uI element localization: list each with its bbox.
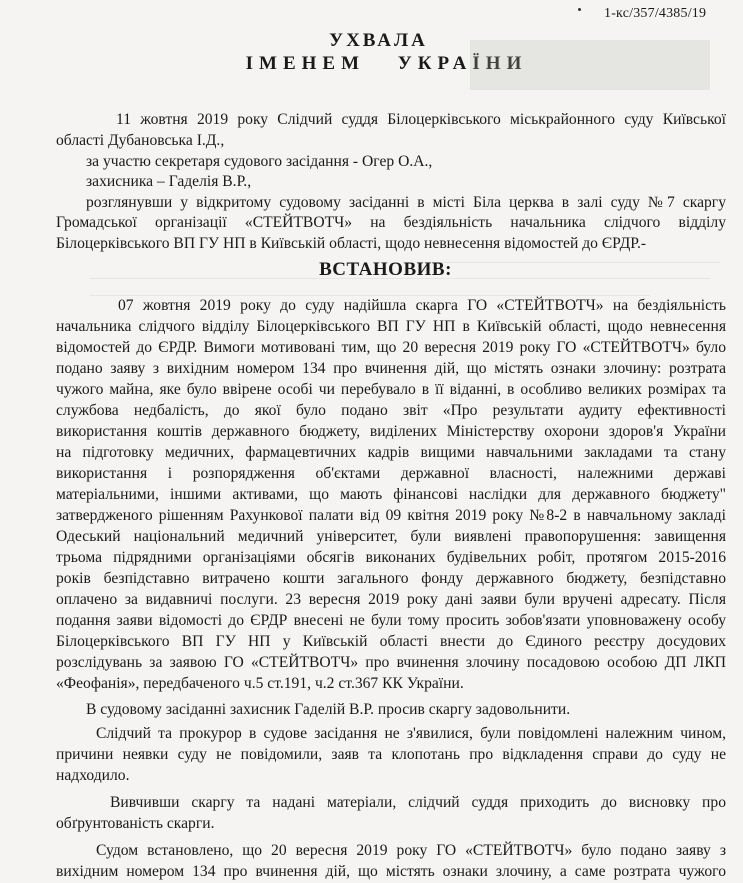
body-line: використання коштів державного бюджету, виділених Міністерству охорони здоров'я України <box>56 423 726 440</box>
body-line: трьома підрядними організаціями обсягів виконаних будівельних робіт, протягом 2015-2016 <box>56 549 726 566</box>
body-line: чужого майна, яке було ввірене особі чи перебувало в її віданні, в особливо великих розмірах та <box>56 381 726 398</box>
bleed-through-mark <box>470 40 710 90</box>
intro-line: Білоцерківського ВП ГУ НП в Київській області, щодо невнесення відомостей до ЄРДР.- <box>56 235 647 252</box>
intro-line: за участю секретаря судового засідання - Огер О.А., <box>86 153 433 170</box>
body-line: використання і розпорядження об'єктами державної власності, належними державі <box>56 465 726 482</box>
body-line: оплачено за видавничі послуги. 23 вересня 2019 року дані заяви були вручені адресату. Після <box>56 591 726 608</box>
body-line: Слідчий та прокурор в судове засідання не з'явилися, були повідомлені належним чином, <box>96 725 726 742</box>
body-line: 07 жовтня 2019 року до суду надійшла скарга ГО «СТЕЙТВОТЧ» на бездіяльність <box>118 297 726 314</box>
section-heading: ВСТАНОВИВ: <box>319 259 452 280</box>
scan-dot <box>578 8 581 11</box>
intro-line: розглянувши у відкритому судовому засіданні в місті Біла церква в залі суду №7 скаргу <box>86 194 726 211</box>
body-line: обґрунтованість скарги. <box>56 815 215 832</box>
body-line: начальника слідчого відділу Білоцерківського ВП ГУ НП в Київській області, щодо невнесення <box>56 318 726 335</box>
body-line: Одеський національний медичний університет, були виявлені правопорушення: завищення <box>56 528 726 545</box>
body-line: В судовому засіданні захисник Гаделій В.Р. просив скаргу задовольнити. <box>86 701 571 718</box>
body-line: Вивчивши скаргу та надані матеріали, слідчий суддя приходить до висновку про <box>110 794 726 811</box>
body-line: вихідним номером 134 про вчинення дій, що містять ознаки злочину, а саме розтрата чужого <box>56 863 726 880</box>
case-number: 1-кс/357/4385/19 <box>604 6 707 21</box>
intro-line: області Дубановська І.Д., <box>56 132 225 149</box>
document-title: УХВАЛА <box>329 30 428 51</box>
document-subtitle: ІМЕНЕМ УКРАЇНИ <box>245 53 528 74</box>
body-line: причини неявки суду не повідомили, заяв та клопотань про відкладення справи до суду не <box>56 746 726 763</box>
body-line: Білоцерківського ВП ГУ НП у Київській області внести до Єдиного реєстру досудових <box>56 633 726 650</box>
body-line: Судом встановлено, що 20 вересня 2019 року ГО «СТЕЙТВОТЧ» було подано заяву з <box>96 842 726 859</box>
body-line: на підготовку медичних, фармацевтичних кадрів вищими навчальними закладами та стану <box>56 444 726 461</box>
body-line: відомостей до ЄРДР. Вимоги мотивовані тим, що 20 вересня 2019 року ГО «СТЕЙТВОТЧ» було <box>56 339 726 356</box>
intro-line: захисника – Гаделія В.Р., <box>86 173 252 190</box>
body-line: подано заяву з вихідним номером 134 про вчинення дій, що містять ознаки злочину: розтрата <box>56 360 726 377</box>
intro-line: Громадської організації «СТЕЙТВОТЧ» на бездіяльність начальника слідчого відділу <box>56 214 726 231</box>
body-line: затвердженого рішенням Рахункової палати від 09 квітня 2019 року №8-2 в навчальному закладі <box>56 507 726 524</box>
body-line: матеріальними, іншими активами, що мають фінансові наслідки для державного бюджету" <box>56 486 726 503</box>
body-line: розслідувань за заявою ГО «СТЕЙТВОТЧ» про вчинення злочину посадовою особою ДП ЛКП <box>56 654 726 671</box>
body-line: службова недбалість, до якої було подано звіт «Про результати аудиту ефективності <box>56 402 726 419</box>
intro-line: 11 жовтня 2019 року Слідчий суддя Білоцерківського міськрайонного суду Київської <box>116 111 726 128</box>
body-line: подання заяви відомості до ЄРДР внесені не були тому просить зобов'язати уповноважену особу <box>56 612 726 629</box>
body-line: років безпідставно витрачено кошти загального фонду державного бюджету, безпідставно <box>56 570 726 587</box>
body-line: надходило. <box>56 767 130 784</box>
body-line: «Феофанія», передбаченого ч.5 ст.191, ч.2 ст.367 КК України. <box>56 675 464 692</box>
